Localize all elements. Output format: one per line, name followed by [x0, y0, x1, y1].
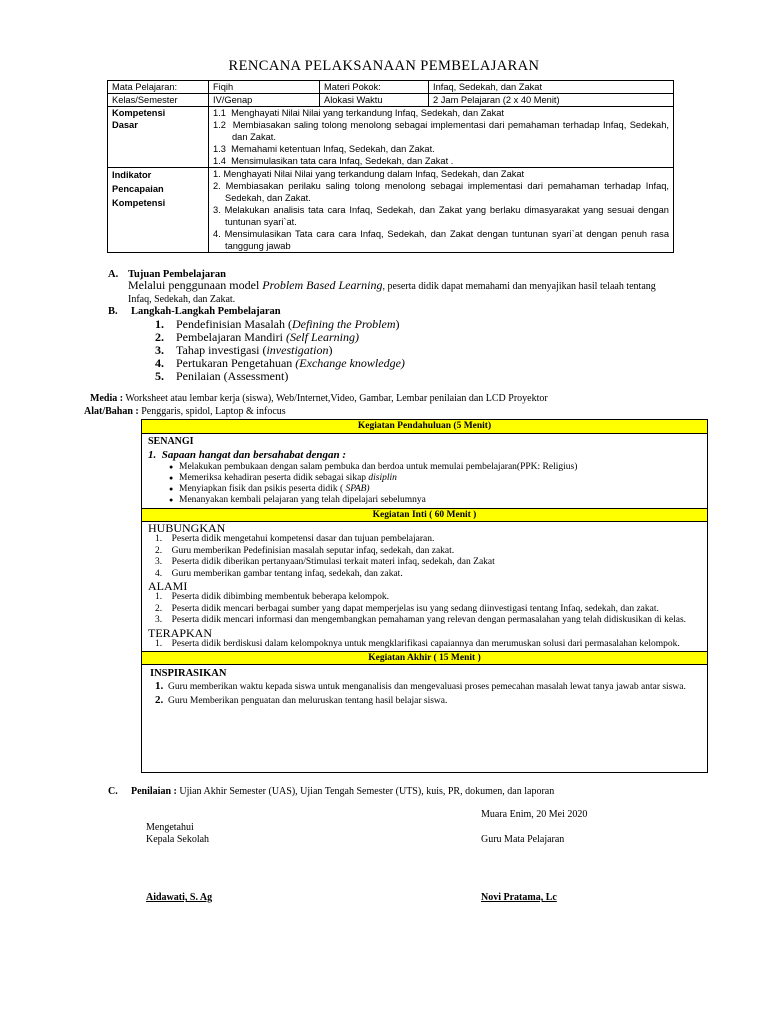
- list-item: 2. Peserta didik mencari berbagai sumber yang dapat memperjelas isu yang sedang diinvestigasi tentang Infaq, sedekah, dan zakat.: [155, 603, 659, 614]
- senangi-heading: SENANGI: [148, 436, 194, 447]
- list-item: ● Memeriksa kehadiran peserta didik sebagai sikap disiplin: [142, 473, 701, 484]
- guru-name: Novi Pratama, Lc: [481, 892, 557, 903]
- kepala-name: Aidawati, S. Ag: [146, 892, 213, 903]
- sapaan-line: 1. Sapaan hangat dan bersahabat dengan :: [148, 449, 347, 461]
- pendahuluan-bar: Kegiatan Pendahuluan (5 Menit): [142, 420, 707, 434]
- alami-heading: ALAMI: [148, 579, 188, 593]
- list-item: 1. Peserta didik dibimbing membentuk beberapa kelompok.: [155, 592, 390, 602]
- langkah-list: [155, 318, 405, 383]
- terapkan-heading: TERAPKAN: [148, 625, 213, 640]
- list-item: 1.3 Memahami ketentuan Infaq, Sedekah, dan Zakat.: [213, 144, 435, 154]
- page-title: RENCANA PELAKSANAAN PEMBELAJARAN: [228, 58, 540, 74]
- kd-cell: [209, 107, 674, 168]
- list-item: 1.2 Membiasakan saling tolong menolong sebagai implementasi dari pemahaman terhadap Infaq, Sedekah, dan Zakat.: [213, 120, 669, 142]
- kelas-value: IV/Genap: [209, 94, 320, 107]
- penilaian-letter: C.: [108, 786, 118, 797]
- list-item: 3. Peserta didik mencari informasi dan mengembangkan pemahaman yang relevan dengan permasalahan yang telah didiskusikan di kelas.: [155, 615, 687, 625]
- mapel-label: Mata Pelajaran:: [108, 81, 209, 94]
- hubungkan-heading: HUBUNGKAN: [148, 521, 226, 535]
- guru-label: Guru Mata Pelajaran: [481, 834, 565, 845]
- tujuan-text: Melalui penggunaan model Problem Based Learning, peserta didik dapat memahami dan menyajikan hasil telaah tentang Infaq, Sedekah, dan Zakat.: [128, 278, 656, 305]
- mapel-value: Fiqih: [209, 81, 320, 94]
- list-item: ● Menyiapkan fisik dan psikis peserta didik ( SPAB): [142, 484, 701, 495]
- akhir-bar: Kegiatan Akhir ( 15 Menit ): [142, 651, 707, 665]
- list-item: 4. Pertukaran Pengetahuan (Exchange knowledge): [155, 356, 405, 370]
- kd-label-text: Kompetensi Dasar: [112, 108, 166, 130]
- mengetahui-label: Mengetahui: [146, 822, 194, 833]
- alokasi-label: Alokasi Waktu: [320, 94, 429, 107]
- materi-label: Materi Pokok:: [320, 81, 429, 94]
- list-item: 4. Mensimulasikan Tata cara cara Infaq, Sedekah, dan Zakat dengan tuntunan syari`at dengan penuh rasa tanggung jawab: [213, 229, 670, 251]
- penilaian-line: Penilaian : Ujian Akhir Semester (UAS), Ujian Tengah Semester (UTS), kuis, PR, dokumen, dan laporan: [131, 786, 555, 797]
- list-item: 1.4 Mensimulasikan tata cara Infaq, Sedekah, dan Zakat .: [213, 156, 454, 166]
- table-row: [108, 81, 674, 94]
- table-row: [108, 107, 674, 168]
- ind-cell: [209, 168, 674, 253]
- list-item: 2. Guru memberikan Pedefinisian masalah seputar infaq, sedekah, dan zakat.: [155, 545, 455, 556]
- list-item: 1. Peserta didik mengetahui kompetensi dasar dan tujuan pembelajaran.: [155, 534, 435, 544]
- table-row: [108, 94, 674, 107]
- list-item: 1. Menghayati Nilai Nilai yang terkandung dalam Infaq, Sedekah, dan Zakat: [213, 169, 525, 179]
- list-item: 2. Guru Memberikan penguatan dan meluruskan tentang hasil belajar siswa.: [155, 694, 448, 706]
- inspirasikan-heading: INSPIRASIKAN: [150, 668, 227, 679]
- list-item: 1.1 Menghayati Nilai Nilai yang terkandung Infaq, Sedekah, dan Zakat: [213, 108, 504, 118]
- kegiatan-box: [141, 419, 708, 773]
- materi-value: Infaq, Sedekah, dan Zakat: [429, 81, 674, 94]
- langkah-heading: Langkah-Langkah Pembelajaran: [131, 306, 281, 317]
- list-item: ● Melakukan pembukaan dengan salam pembuka dan berdoa untuk memulai pembelajaran(PPK: Religius): [142, 462, 701, 473]
- list-item: 2. Pembelajaran Mandiri (Self Learning): [155, 330, 359, 344]
- langkah-letter: B.: [108, 306, 118, 317]
- list-item: 3. Tahap investigasi (investigation): [155, 343, 333, 357]
- list-item: 3. Peserta didik diberikan pertanyaan/Stimulasi terkait materi infaq, sedekah, dan Zakat: [155, 557, 495, 567]
- tujuan-letter: A.: [108, 269, 119, 280]
- list-item: 1. Peserta didik berdiskusi dalam kelompoknya untuk mengklarifikasi capaiannya dan merumuskan solusi dari permasalahan kelompok.: [155, 638, 680, 649]
- list-item: 1. Pendefinisian Masalah (Defining the Problem): [155, 317, 400, 331]
- tujuan-heading: Tujuan Pembelajaran: [128, 269, 226, 280]
- list-item: ● Menanyakan kembali pelajaran yang telah dipelajari sebelumnya: [142, 495, 701, 506]
- list-item: 1. Guru memberikan waktu kepada siswa untuk menganalisis dan mengevaluasi proses pemecahan masalah lewat tanya jawab antar siswa.: [155, 680, 686, 692]
- place-date: Muara Enim, 20 Mei 2020: [481, 809, 588, 820]
- kelas-label: Kelas/Semester: [108, 94, 209, 107]
- kepala-sekolah-label: Kepala Sekolah: [146, 834, 210, 845]
- list-item: 2. Membiasakan perilaku saling tolong menolong sebagai implementasi dari pemahaman terhadap Infaq, Sedekah, dan Zakat.: [213, 181, 669, 203]
- table-row: [108, 168, 674, 253]
- alat-line: Alat/Bahan : Penggaris, spidol, Laptop & infocus: [84, 406, 286, 417]
- list-item: 3. Melakukan analisis tata cara Infaq, Sedekah, dan Zakat yang berlaku dimasyarakat yang sesuai dengan tuntunan syari`at.: [213, 205, 669, 227]
- ind-label-text: Indikator Pencapaian Kompetensi: [112, 170, 166, 208]
- media-line: Media : Worksheet atau lembar kerja (siswa), Web/Internet,Video, Gambar, Lembar penilaian dan LCD Proyektor: [90, 393, 548, 404]
- list-item: 5. Penilaian (Assessment): [155, 369, 289, 383]
- kd-label: [108, 107, 209, 168]
- alokasi-value: 2 Jam Pelajaran (2 x 40 Menit): [429, 94, 674, 107]
- inti-bar: Kegiatan Inti ( 60 Menit ): [142, 508, 707, 522]
- ind-label: [108, 168, 209, 253]
- info-table: [107, 80, 674, 253]
- list-item: 4. Guru memberikan gambar tentang infaq, sedekah, dan zakat.: [155, 568, 403, 579]
